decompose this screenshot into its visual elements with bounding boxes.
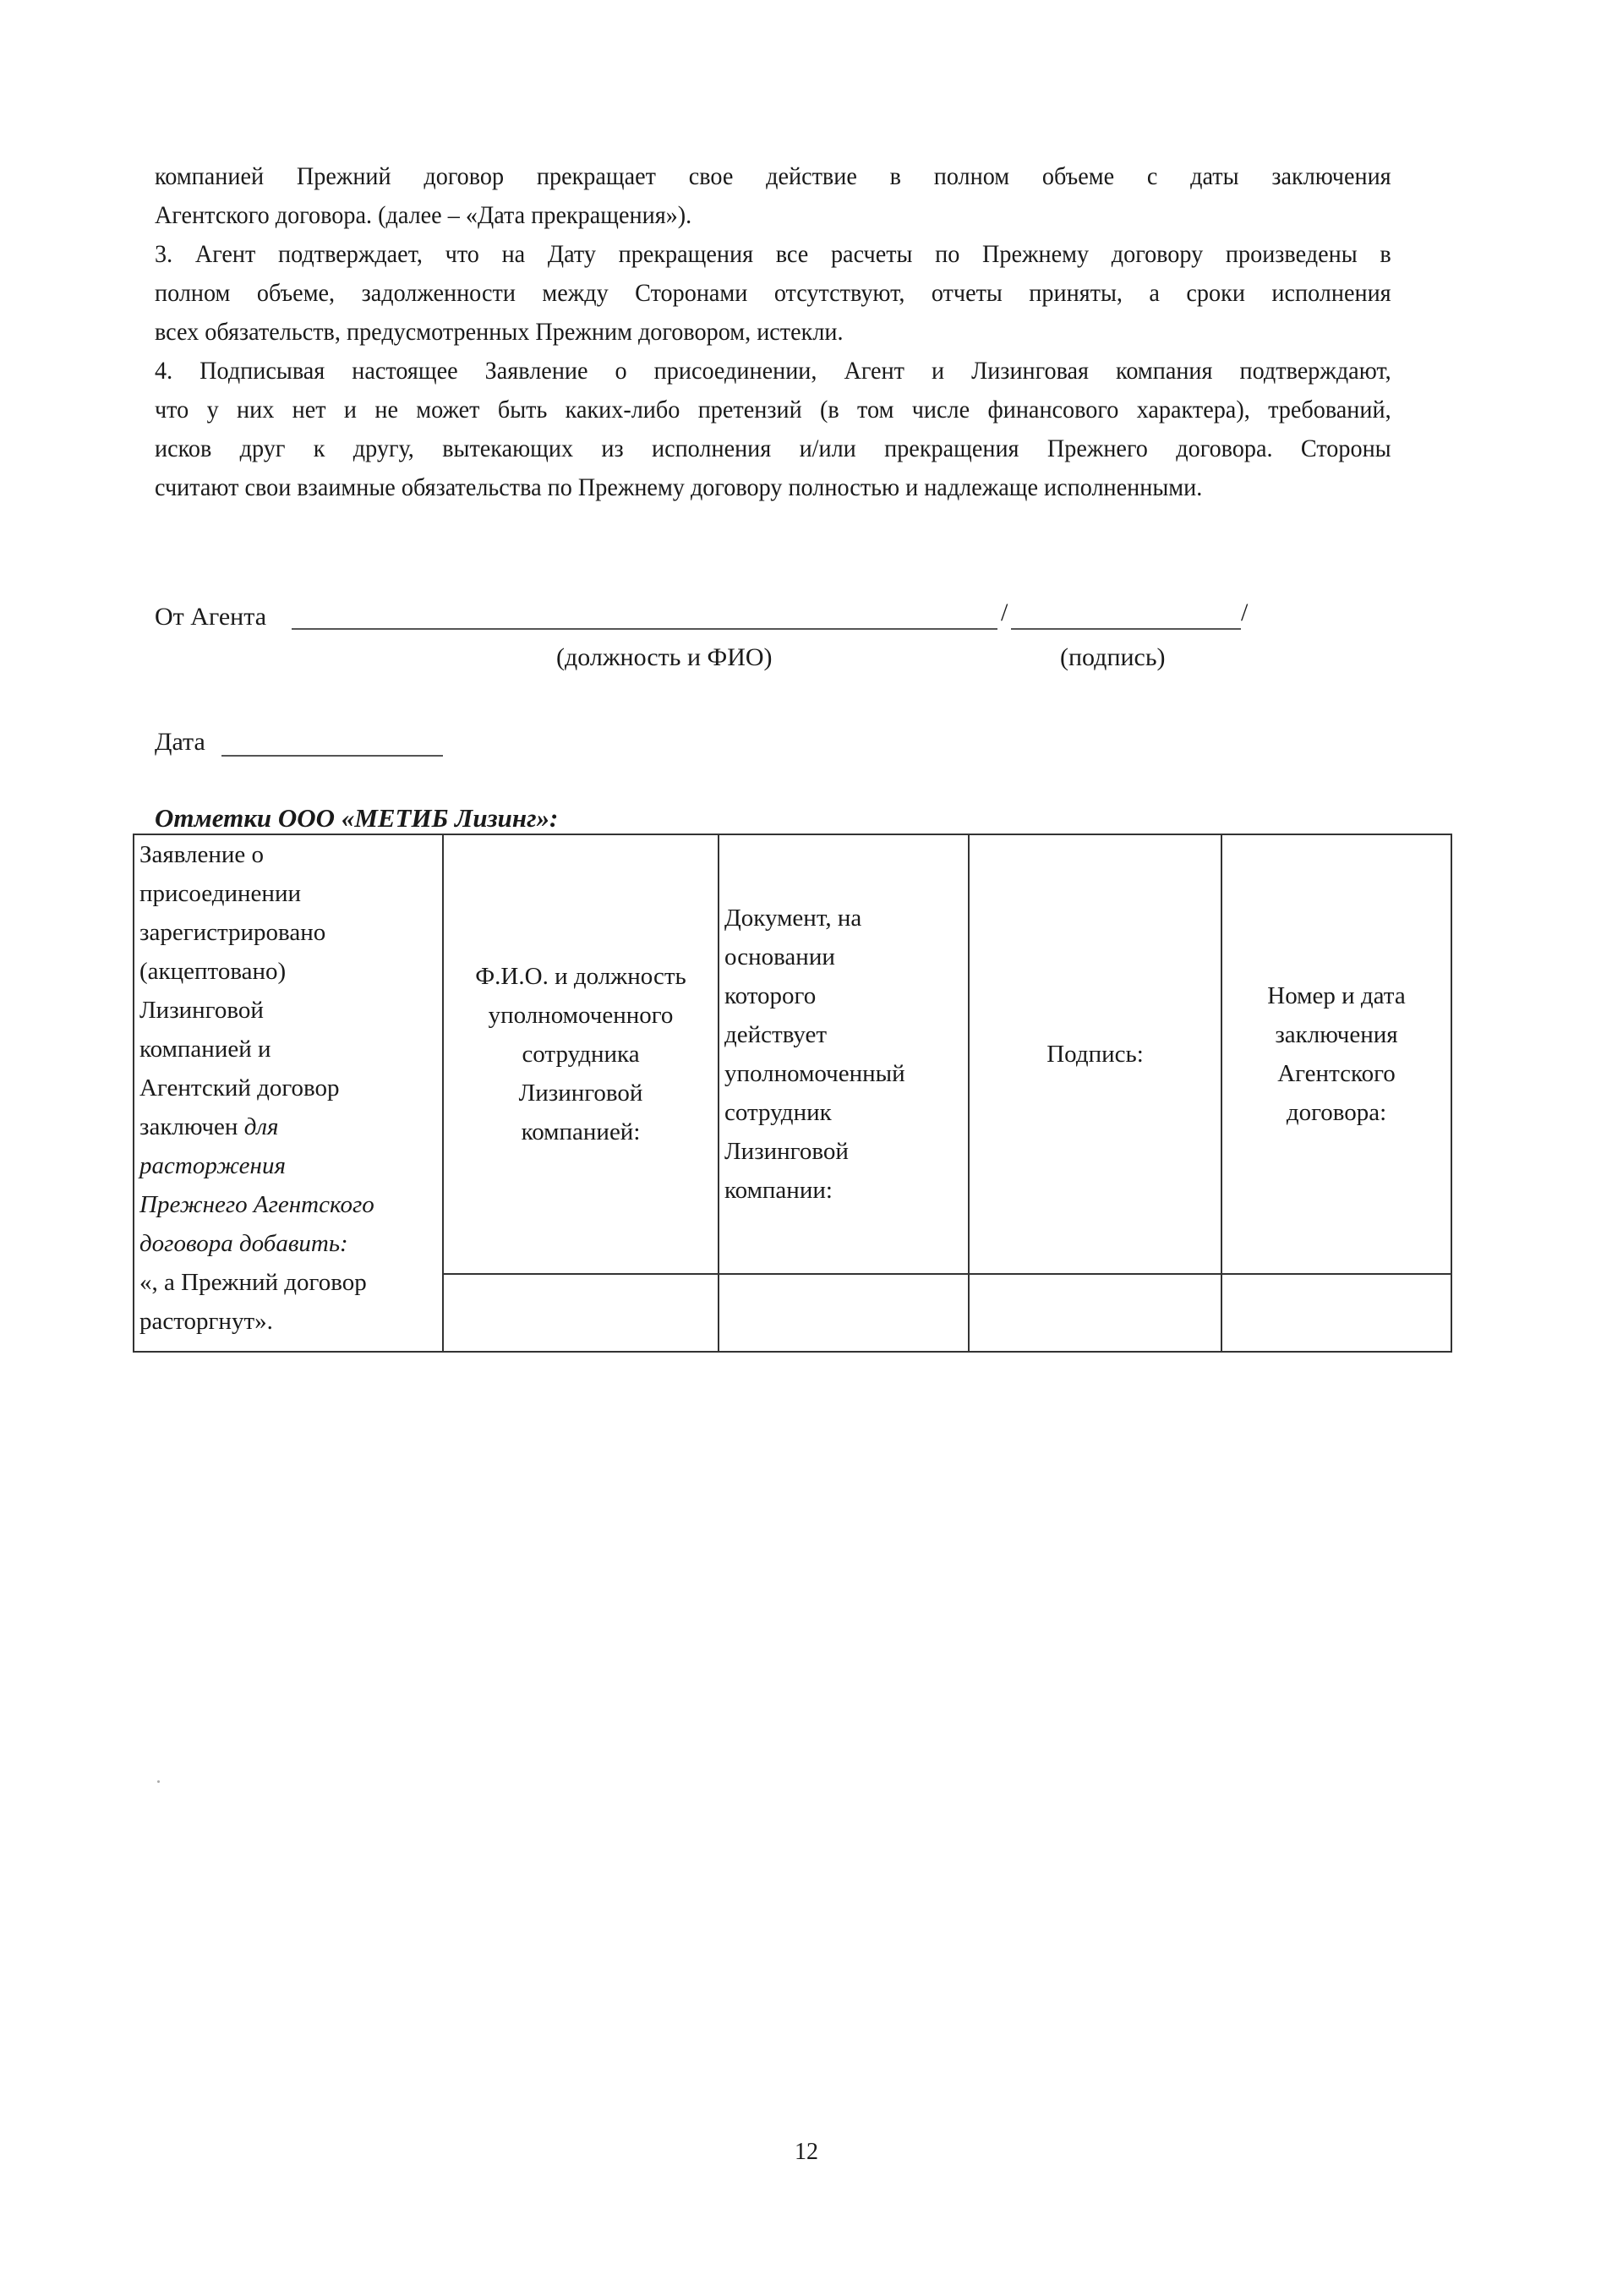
- text-line: Агентский договор: [139, 1074, 340, 1102]
- text-line: 4. Подписывая настоящее Заявление о присоединении, Агент и Лизинговая компания подтверждают,: [155, 357, 1391, 385]
- text-line: расторжения: [139, 1152, 286, 1179]
- text-line: сотрудник: [724, 1099, 832, 1126]
- text-line: Ф.И.О. и должность: [475, 963, 686, 990]
- text-line: сотрудника: [522, 1041, 640, 1068]
- signature-field[interactable]: [1011, 628, 1241, 630]
- contract-number-date-input-cell[interactable]: [1221, 1274, 1451, 1352]
- text-line: Заявление о: [139, 841, 265, 868]
- text-line: Подпись:: [1046, 1041, 1144, 1068]
- text-line: что у них нет и не может быть каких-либо претензий (в том числе финансового характера), требований,: [155, 396, 1391, 424]
- text-line: Лизинговой: [724, 1138, 849, 1165]
- marks-title: Отметки ООО «МЕТИБ Лизинг»:: [155, 803, 559, 833]
- text-line: (акцептовано): [139, 958, 287, 985]
- text-line: Лизинговой: [518, 1080, 643, 1107]
- text-line: компании:: [724, 1177, 833, 1204]
- paragraph-continuation: [155, 157, 1391, 235]
- text-line: зарегистрировано: [139, 919, 326, 946]
- text-line: Документ, на: [724, 905, 862, 932]
- text-line: компанией:: [521, 1118, 641, 1145]
- paragraph-3: [155, 235, 1391, 352]
- text-line: Агентского договора. (далее – «Дата прекращения»).: [155, 201, 692, 229]
- slash-separator: /: [1241, 599, 1249, 626]
- employee-name-input-cell[interactable]: [443, 1274, 719, 1352]
- text-line: компанией и: [139, 1036, 271, 1063]
- signature-input-cell[interactable]: [969, 1274, 1221, 1352]
- text-line: полном объеме, задолженности между Сторонами отсутствуют, отчеты приняты, а сроки исполнения: [155, 279, 1391, 307]
- text-line: исков друг к другу, вытекающих из исполнения и/или прекращения Прежнего договора. Стороны: [155, 435, 1391, 462]
- table-row: [134, 834, 1451, 1274]
- text-line: Номер и дата: [1267, 982, 1406, 1009]
- employee-name-header: [443, 834, 719, 1274]
- marks-table: [133, 834, 1452, 1353]
- text-line: действует: [724, 1021, 828, 1048]
- text-line: считают свои взаимные обязательства по Прежнему договору полностью и надлежаще исполненными.: [155, 473, 1203, 501]
- text-italic: для: [243, 1113, 279, 1140]
- position-name-field[interactable]: [292, 628, 997, 630]
- text-line: Прежнего Агентского: [139, 1191, 374, 1218]
- text-line: которого: [724, 982, 817, 1009]
- signature-caption: (подпись): [1060, 643, 1166, 671]
- authority-document-input-cell[interactable]: [719, 1274, 969, 1352]
- text-line: всех обязательств, предусмотренных Прежним договором, истекли.: [155, 318, 844, 346]
- date-field[interactable]: [221, 755, 443, 757]
- slash-separator: /: [1001, 599, 1008, 626]
- text-line: договора добавить:: [139, 1230, 348, 1257]
- text-line: расторгнут».: [139, 1308, 273, 1335]
- authority-document-header: [719, 834, 969, 1274]
- registration-cell: [134, 834, 443, 1352]
- contract-number-date-header: [1221, 834, 1451, 1274]
- position-name-caption: (должность и ФИО): [556, 643, 773, 671]
- signature-header: [969, 834, 1221, 1274]
- text-line: [139, 1107, 437, 1146]
- from-agent-label: От Агента: [155, 603, 267, 631]
- text-line: «, а Прежний договор: [139, 1269, 367, 1296]
- scan-speck: [157, 1780, 160, 1783]
- text-line: 3. Агент подтверждает, что на Дату прекращения все расчеты по Прежнему договору произведены в: [155, 240, 1391, 268]
- text-line: компанией Прежний договор прекращает свое действие в полном объеме с даты заключения: [155, 162, 1391, 190]
- text-normal: заключен: [139, 1113, 244, 1140]
- text-line: заключения: [1275, 1021, 1398, 1048]
- text-line: договора:: [1286, 1099, 1387, 1126]
- paragraph-4: [155, 352, 1391, 507]
- text-line: уполномоченный: [724, 1060, 905, 1087]
- page-number: 12: [795, 2139, 818, 2165]
- text-line: Агентского: [1277, 1060, 1396, 1087]
- text-line: Лизинговой: [139, 997, 264, 1024]
- text-line: присоединении: [139, 880, 301, 907]
- text-line: основании: [724, 943, 835, 970]
- date-label: Дата: [155, 728, 205, 756]
- text-line: уполномоченного: [488, 1002, 674, 1029]
